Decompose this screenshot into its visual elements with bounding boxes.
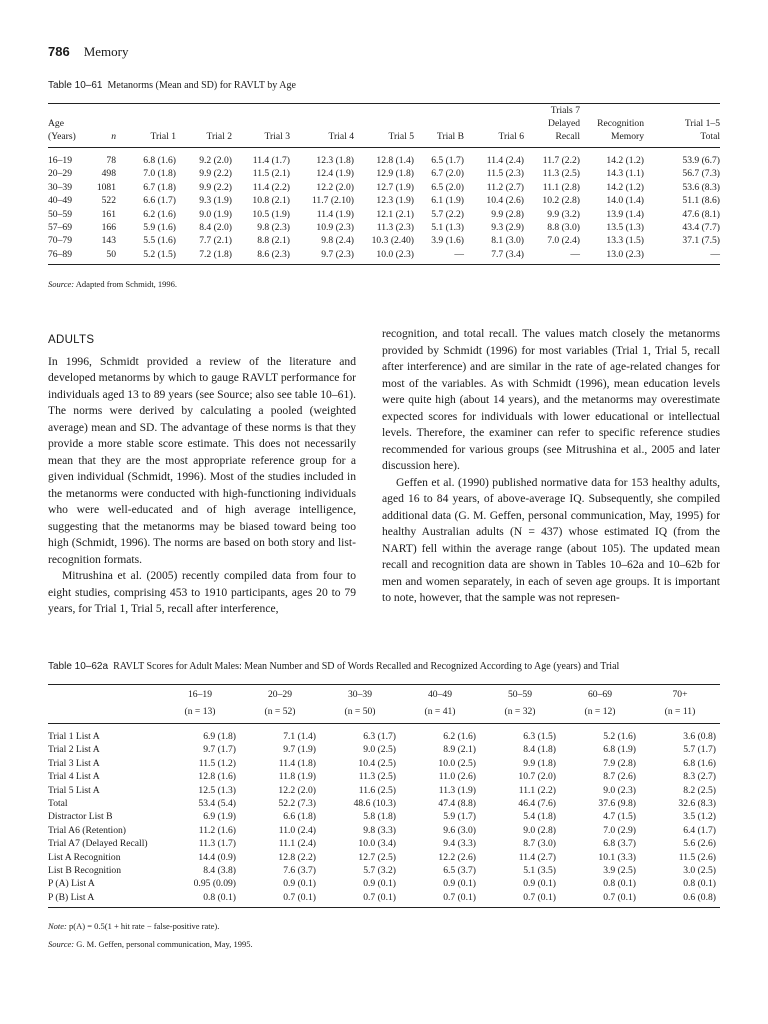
header-trial1: Trial 1 — [116, 104, 176, 148]
trial-label-cell: Trial A6 (Retention) — [48, 824, 126, 836]
table1-cell: 10.5 (1.9) — [252, 208, 290, 220]
table2-cell: 12.2 (2.6) — [438, 851, 476, 863]
table2-cell: 11.3 (1.7) — [198, 838, 236, 850]
table1-cell: 10.2 (2.8) — [542, 195, 580, 207]
table2-cell: 11.2 (1.6) — [198, 824, 236, 836]
table2-cell: 12.7 (2.5) — [358, 851, 396, 863]
table2-cell: 0.9 (0.1) — [523, 878, 556, 890]
table2-cell: 3.6 (0.8) — [683, 731, 716, 742]
table2-cell: 0.9 (0.1) — [283, 878, 316, 890]
header-total: Trial 1–5 Total — [644, 104, 720, 148]
trial-label-cell: Trial A7 (Delayed Recall) — [48, 838, 148, 850]
table2-cell: 12.8 (2.2) — [278, 851, 316, 863]
table2-cell: 11.3 (1.9) — [438, 784, 476, 796]
table2-cell: 10.0 (3.4) — [358, 838, 396, 850]
age-cell: 16–19 — [48, 155, 72, 166]
table1-row — [48, 181, 720, 194]
table1-cell: 53.6 (8.3) — [682, 181, 720, 193]
table1-cell: 9.3 (2.9) — [491, 222, 524, 234]
table1-cell: 6.2 (1.6) — [143, 208, 176, 220]
table2-row — [48, 784, 720, 797]
table1-cell: 7.7 (2.1) — [199, 235, 232, 247]
table1-cell: 12.1 (2.1) — [376, 208, 414, 220]
table1-cell: 11.4 (2.4) — [486, 155, 524, 166]
table2-cell: 12.5 (1.3) — [198, 784, 236, 796]
table2-cell: 8.4 (3.8) — [203, 865, 236, 877]
table1-cell: 12.3 (1.9) — [376, 195, 414, 207]
table1-caption — [48, 80, 296, 91]
header-delayed: Trials 7 Delayed Recall — [524, 104, 580, 148]
table2-cell: 6.6 (1.8) — [283, 811, 316, 823]
table2-cell: 10.4 (2.5) — [358, 757, 396, 769]
table2-cell: 3.5 (1.2) — [683, 811, 716, 823]
table2-cell: 8.7 (2.6) — [603, 771, 636, 783]
table2-cell: 6.3 (1.7) — [363, 731, 396, 742]
sample-size-header: (n = 11) — [640, 702, 720, 724]
sample-size-header: (n = 41) — [400, 702, 480, 724]
table1-cell: — — [570, 248, 580, 260]
table2-source: Source: G. M. Geffen, personal communication, May, 1995. — [48, 939, 253, 949]
table1-row — [48, 248, 720, 265]
header-recognition: Recognition Memory — [580, 104, 644, 148]
table2-cell: 46.4 (7.6) — [518, 798, 556, 810]
table1-cell: 5.7 (2.2) — [431, 208, 464, 220]
table2-cell: 11.5 (1.2) — [198, 757, 236, 769]
sample-size-header: (n = 13) — [160, 702, 240, 724]
table2-cell: 11.4 (2.7) — [518, 851, 556, 863]
table1-cell: 12.3 (1.8) — [316, 155, 354, 166]
table1-cell: 11.3 (2.5) — [542, 168, 580, 180]
table1-cell: 6.1 (1.9) — [431, 195, 464, 207]
trial-label-cell: Total — [48, 798, 68, 810]
table2-cell: 6.5 (3.7) — [443, 865, 476, 877]
table1-cell: 6.8 (1.6) — [143, 155, 176, 166]
table2-cell: 5.6 (2.6) — [683, 838, 716, 850]
table2-cell: 53.4 (5.4) — [198, 798, 236, 810]
age-group-header: 70+ — [672, 689, 688, 700]
table1-cell: 11.7 (2.2) — [542, 155, 580, 166]
table1-cell: 5.5 (1.6) — [143, 235, 176, 247]
table2-cell: 52.2 (7.3) — [278, 798, 316, 810]
table1-cell: 11.3 (2.3) — [376, 222, 414, 234]
age-group-header: 40–49 — [428, 689, 452, 700]
table1-cell: — — [710, 248, 720, 260]
table1-cell: 11.5 (2.3) — [486, 168, 524, 180]
trial-label-cell: Trial 5 List A — [48, 784, 100, 796]
table1-cell: 10.9 (2.3) — [316, 222, 354, 234]
left-column — [48, 332, 356, 618]
table2-cell: 11.5 (2.6) — [678, 851, 716, 863]
table2-cell: 0.9 (0.1) — [363, 878, 396, 890]
table2-cell: 5.1 (3.5) — [523, 865, 556, 877]
table2-cell: 32.6 (8.3) — [678, 798, 716, 810]
table2-cell: 11.6 (2.5) — [358, 784, 396, 796]
table1-row — [48, 221, 720, 234]
table2-cell: 11.0 (2.4) — [278, 824, 316, 836]
table2-row — [48, 891, 720, 908]
table2-cell: 47.4 (8.8) — [438, 798, 476, 810]
table1-cell: 12.9 (1.8) — [376, 168, 414, 180]
sample-size-header: (n = 52) — [240, 702, 320, 724]
header-trial5: Trial 5 — [354, 104, 414, 148]
table1-cell: 6.7 (2.0) — [431, 168, 464, 180]
table2-cell: 14.4 (0.9) — [198, 851, 236, 863]
table1-cell: 10.0 (2.3) — [376, 248, 414, 260]
table1-cell: 161 — [101, 208, 116, 220]
table1-cell: 11.7 (2.10) — [311, 195, 354, 207]
table2-cell: 9.4 (3.3) — [443, 838, 476, 850]
table2-cell: 7.1 (1.4) — [283, 731, 316, 742]
table1-cell: 9.8 (2.3) — [257, 222, 290, 234]
running-head — [48, 44, 128, 60]
trial-label-cell: Trial 4 List A — [48, 771, 100, 783]
table1-cell: 8.8 (3.0) — [547, 222, 580, 234]
table1-cell: 8.1 (3.0) — [491, 235, 524, 247]
table1-row — [48, 194, 720, 207]
table1-cell: 13.9 (1.4) — [606, 208, 644, 220]
table1-cell: 5.9 (1.6) — [143, 222, 176, 234]
trial-label-cell: Distractor List B — [48, 811, 113, 823]
right-column — [382, 326, 720, 607]
table1-cell: 143 — [101, 235, 116, 247]
trial-label-cell: P (B) List A — [48, 891, 95, 903]
table2-cell: 0.7 (0.1) — [363, 891, 396, 903]
trial-label-cell: Trial 1 List A — [48, 731, 100, 742]
table2-row — [48, 824, 720, 837]
table1-cell: 9.3 (1.9) — [199, 195, 232, 207]
table2-cell: 11.0 (2.6) — [438, 771, 476, 783]
table2-cell: 9.0 (2.8) — [523, 824, 556, 836]
table1-cell: 12.8 (1.4) — [376, 155, 414, 166]
table2-cell: 0.8 (0.1) — [203, 891, 236, 903]
table2-cell: 10.0 (2.5) — [438, 757, 476, 769]
table2-row — [48, 851, 720, 864]
table1-cell: 11.4 (1.7) — [252, 155, 290, 166]
table2-cell: 5.7 (3.2) — [363, 865, 396, 877]
table2-cell: 7.9 (2.8) — [603, 757, 636, 769]
table2-cell: 6.8 (3.7) — [603, 838, 636, 850]
table2-cell: 9.0 (2.5) — [363, 744, 396, 756]
age-cell: 50–59 — [48, 208, 72, 220]
table2-cell: 7.0 (2.9) — [603, 824, 636, 836]
table1-cell: 8.8 (2.1) — [257, 235, 290, 247]
header-blank — [48, 685, 160, 702]
table1-cell: 13.3 (1.5) — [606, 235, 644, 247]
table2-label: Table 10–62a — [48, 661, 109, 672]
section-heading: ADULTS — [48, 334, 95, 346]
table1-cell: 78 — [106, 155, 116, 166]
table2-cell: 11.1 (2.4) — [278, 838, 316, 850]
table1-cell: 498 — [101, 168, 116, 180]
table1-cell: 11.2 (2.7) — [486, 181, 524, 193]
table2-cell: 37.6 (9.8) — [598, 798, 636, 810]
left-paragraph-1: In 1996, Schmidt provided a review of the literature and developed metanorms by which to gauge RAVLT performance for individuals aged 13 to 89 years (see Source; also see table 10–61). The norms were derived by calculating a pooled (weighted average) mean and SD. The advantage of these norms is that they provide a more stable score estimate. This does not necessarily mean that they are the most appropriate reference group for a given individual (Schmidt, 1996). Most of the studies included in the metanorms were conducted with high-functioning individuals who were well-educated and of high average intelligence, suggesting that the metanorms may be biased toward being too high (Schmidt, 1996). The norms are based on both story and list-recognition formats. — [48, 354, 356, 566]
table1-cell: 7.2 (1.8) — [199, 248, 232, 260]
table2-cell: 11.8 (1.9) — [278, 771, 316, 783]
table1-cell: 13.0 (2.3) — [606, 248, 644, 260]
table1-cell: 53.9 (6.7) — [682, 155, 720, 166]
table1-cell: 9.8 (2.4) — [321, 235, 354, 247]
table2-cell: 9.7 (1.9) — [283, 744, 316, 756]
table2-row — [48, 757, 720, 770]
table2-cell: 9.7 (1.7) — [203, 744, 236, 756]
table2-row — [48, 797, 720, 810]
table2-row — [48, 743, 720, 756]
table1-cell: 6.5 (2.0) — [431, 181, 464, 193]
table1-cell: 7.7 (3.4) — [491, 248, 524, 260]
table1-cell: 37.1 (7.5) — [682, 235, 720, 247]
table1-cell: 9.9 (2.8) — [491, 208, 524, 220]
table2-cell: 6.8 (1.9) — [603, 744, 636, 756]
table2-title: RAVLT Scores for Adult Males: Mean Number and SD of Words Recalled and Recognized According to Age (years) and Trial — [113, 661, 620, 672]
age-cell: 40–49 — [48, 195, 72, 207]
table2-cell: 6.9 (1.9) — [203, 811, 236, 823]
table1-cell: 56.7 (7.3) — [682, 168, 720, 180]
table2-header — [48, 685, 720, 724]
table2-cell: 4.7 (1.5) — [603, 811, 636, 823]
table1-cell: 11.5 (2.1) — [252, 168, 290, 180]
table1-cell: 6.6 (1.7) — [143, 195, 176, 207]
table1-cell: 12.7 (1.9) — [376, 181, 414, 193]
table2-cell: 8.7 (3.0) — [523, 838, 556, 850]
table1-source: Source: Adapted from Schmidt, 1996. — [48, 279, 178, 289]
age-cell: 20–29 — [48, 168, 72, 180]
table1-cell: 47.6 (8.1) — [682, 208, 720, 220]
trial-label-cell: List B Recognition — [48, 865, 122, 877]
table2-cell: 6.8 (1.6) — [683, 757, 716, 769]
table1-cell: 14.2 (1.2) — [606, 181, 644, 193]
table1-cell: 7.0 (1.8) — [143, 168, 176, 180]
table2-row — [48, 770, 720, 783]
table1-cell: 9.9 (2.2) — [199, 181, 232, 193]
table1-row — [48, 148, 720, 168]
table2-cell: 12.2 (2.0) — [278, 784, 316, 796]
table1-cell: 12.2 (2.0) — [316, 181, 354, 193]
table2-cell: 12.8 (1.6) — [198, 771, 236, 783]
table1-cell: 10.4 (2.6) — [486, 195, 524, 207]
age-group-header: 16–19 — [188, 689, 212, 700]
table2-row — [48, 810, 720, 823]
table2-cell: 48.6 (10.3) — [353, 798, 396, 810]
table1-cell: 11.4 (2.2) — [252, 181, 290, 193]
table2-cell: 0.95 (0.09) — [193, 878, 236, 890]
trial-label-cell: Trial 3 List A — [48, 757, 100, 769]
age-group-header: 20–29 — [268, 689, 292, 700]
age-group-header: 30–39 — [348, 689, 372, 700]
table1-title: Metanorms (Mean and SD) for RAVLT by Age — [107, 80, 296, 91]
table2-cell: 5.4 (1.8) — [523, 811, 556, 823]
table1-cell: 8.6 (2.3) — [257, 248, 290, 260]
table2-cell: 0.8 (0.1) — [603, 878, 636, 890]
table1-cell: 13.5 (1.3) — [606, 222, 644, 234]
table2-note: Note: p(A) = 0.5(1 + hit rate − false-positive rate). — [48, 921, 220, 931]
table2-cell: 6.9 (1.8) — [203, 731, 236, 742]
table1-row — [48, 234, 720, 247]
table2-body — [48, 724, 720, 908]
table1-cell: 7.0 (2.4) — [547, 235, 580, 247]
table1-cell: 166 — [101, 222, 116, 234]
table1-cell: 9.9 (2.2) — [199, 168, 232, 180]
sample-size-header: (n = 12) — [560, 702, 640, 724]
table2-cell: 0.7 (0.1) — [603, 891, 636, 903]
table1-row — [48, 208, 720, 221]
table1-cell: 51.1 (8.6) — [682, 195, 720, 207]
table2-cell: 9.8 (3.3) — [363, 824, 396, 836]
table2-cell: 0.9 (0.1) — [443, 878, 476, 890]
table2-cell: 0.7 (0.1) — [523, 891, 556, 903]
table1-cell: 5.1 (1.3) — [431, 222, 464, 234]
table2-cell: 9.0 (2.3) — [603, 784, 636, 796]
table2-cell: 6.4 (1.7) — [683, 824, 716, 836]
table2-cell: 9.9 (1.8) — [523, 757, 556, 769]
table2-cell: 5.2 (1.6) — [603, 731, 636, 742]
table2-cell: 5.9 (1.7) — [443, 811, 476, 823]
table2-cell: 10.1 (3.3) — [598, 851, 636, 863]
table2-cell: 0.6 (0.8) — [683, 891, 716, 903]
table1-cell: 14.0 (1.4) — [606, 195, 644, 207]
header-trial6: Trial 6 — [464, 104, 524, 148]
table1-cell: 8.4 (2.0) — [199, 222, 232, 234]
table1-cell: 9.7 (2.3) — [321, 248, 354, 260]
table1-cell: 11.1 (2.8) — [542, 181, 580, 193]
trial-label-cell: Trial 2 List A — [48, 744, 100, 756]
table1-cell: 3.9 (1.6) — [431, 235, 464, 247]
table2-cell: 11.1 (2.2) — [518, 784, 556, 796]
table1-cell: 50 — [106, 248, 116, 260]
table2-row — [48, 877, 720, 890]
table2-cell: 8.9 (2.1) — [443, 744, 476, 756]
header-age: Age (Years) — [48, 104, 88, 148]
table2-cell: 5.8 (1.8) — [363, 811, 396, 823]
table1 — [48, 103, 720, 265]
table1-cell: 522 — [101, 195, 116, 207]
table2-row — [48, 864, 720, 877]
table1-cell: 10.8 (2.1) — [252, 195, 290, 207]
table2 — [48, 684, 720, 908]
table1-cell: 12.4 (1.9) — [316, 168, 354, 180]
age-group-header: 50–59 — [508, 689, 532, 700]
header-n: n — [88, 104, 116, 148]
sample-size-header: (n = 32) — [480, 702, 560, 724]
table1-cell: 6.7 (1.8) — [143, 181, 176, 193]
table2-cell: 5.7 (1.7) — [683, 744, 716, 756]
table2-cell: 7.6 (3.7) — [283, 865, 316, 877]
age-group-header: 60–69 — [588, 689, 612, 700]
header-trial4: Trial 4 — [290, 104, 354, 148]
section-title: Memory — [83, 44, 129, 59]
sample-size-header: (n = 50) — [320, 702, 400, 724]
right-paragraph-2: Geffen et al. (1990) published normative data for 153 healthy adults, aged 16 to 84 years, of above-average IQ. Subsequently, she compiled additional data (G. M. Geffen, personal communication, May, 1995) for healthy Australian adults (N = 437) whose estimated IQ (from the NART) fell within the average range (about 105). The updated mean recall and recognition data are shown in Tables 10–62a and 10–62b for men and women separately, in each of seven age groups. It is important to note, however, that the sample was not represen- — [382, 475, 720, 604]
table2-row — [48, 724, 720, 744]
trial-label-cell: List A Recognition — [48, 851, 121, 863]
header-blank — [48, 702, 160, 724]
age-cell: 30–39 — [48, 181, 72, 193]
table2-cell: 8.2 (2.5) — [683, 784, 716, 796]
age-cell: 76–89 — [48, 248, 72, 260]
table1-cell: 9.2 (2.0) — [199, 155, 232, 166]
table2-cell: 0.7 (0.1) — [283, 891, 316, 903]
table1-cell: 11.4 (1.9) — [316, 208, 354, 220]
table1-cell: — — [454, 248, 464, 260]
table2-caption — [48, 661, 619, 672]
table1-cell: 9.0 (1.9) — [199, 208, 232, 220]
age-cell: 57–69 — [48, 222, 72, 234]
table1-cell: 14.2 (1.2) — [606, 155, 644, 166]
table2-cell: 8.3 (2.7) — [683, 771, 716, 783]
table1-cell: 5.2 (1.5) — [143, 248, 176, 260]
table1-cell: 43.4 (7.7) — [682, 222, 720, 234]
table2-cell: 0.8 (0.1) — [683, 878, 716, 890]
table1-cell: 10.3 (2.40) — [371, 235, 414, 247]
table1-body — [48, 148, 720, 265]
table2-cell: 6.3 (1.5) — [523, 731, 556, 742]
right-paragraph-1: recognition, and total recall. The values match closely the metanorms provided by Schmidt (1996) for most variables (Trial 1, Trial 5, recall after interference) and are similar in the rate of age-related changes for most of the variables. As with Schmidt (1996), mean education levels were quite high (about 14 years), and the metanorms may overestimate expected scores for individuals with lower educational or intellectual levels. Therefore, the examiner can refer to specific reference studies recommended for various groups (see Mitrushina et al., 2005 and later discussion here). — [382, 327, 720, 472]
table1-cell: 6.5 (1.7) — [431, 155, 464, 166]
table2-cell: 6.2 (1.6) — [443, 731, 476, 742]
table2-cell: 3.9 (2.5) — [603, 865, 636, 877]
table1-label: Table 10–61 — [48, 80, 103, 91]
table1-row — [48, 167, 720, 180]
table1-cell: 14.3 (1.1) — [606, 168, 644, 180]
header-trialB: Trial B — [414, 104, 464, 148]
header-trial3: Trial 3 — [232, 104, 290, 148]
table1-cell: 9.9 (3.2) — [547, 208, 580, 220]
header-trial2: Trial 2 — [176, 104, 232, 148]
table2-cell: 9.6 (3.0) — [443, 824, 476, 836]
trial-label-cell: P (A) List A — [48, 878, 95, 890]
age-cell: 70–79 — [48, 235, 72, 247]
table2-cell: 11.4 (1.8) — [278, 757, 316, 769]
table2-cell: 3.0 (2.5) — [683, 865, 716, 877]
table1-cell: 1081 — [96, 181, 116, 193]
table2-cell: 0.7 (0.1) — [443, 891, 476, 903]
table2-row — [48, 837, 720, 850]
table2-cell: 11.3 (2.5) — [358, 771, 396, 783]
table2-cell: 8.4 (1.8) — [523, 744, 556, 756]
left-paragraph-2: Mitrushina et al. (2005) recently compiled data from four to eight studies, comprising 453 to 1910 participants, ages 20 to 79 years, for Trial 1, Trial 5, recall after interference, — [48, 569, 356, 615]
table2-cell: 10.7 (2.0) — [518, 771, 556, 783]
page-number: 786 — [48, 44, 70, 59]
